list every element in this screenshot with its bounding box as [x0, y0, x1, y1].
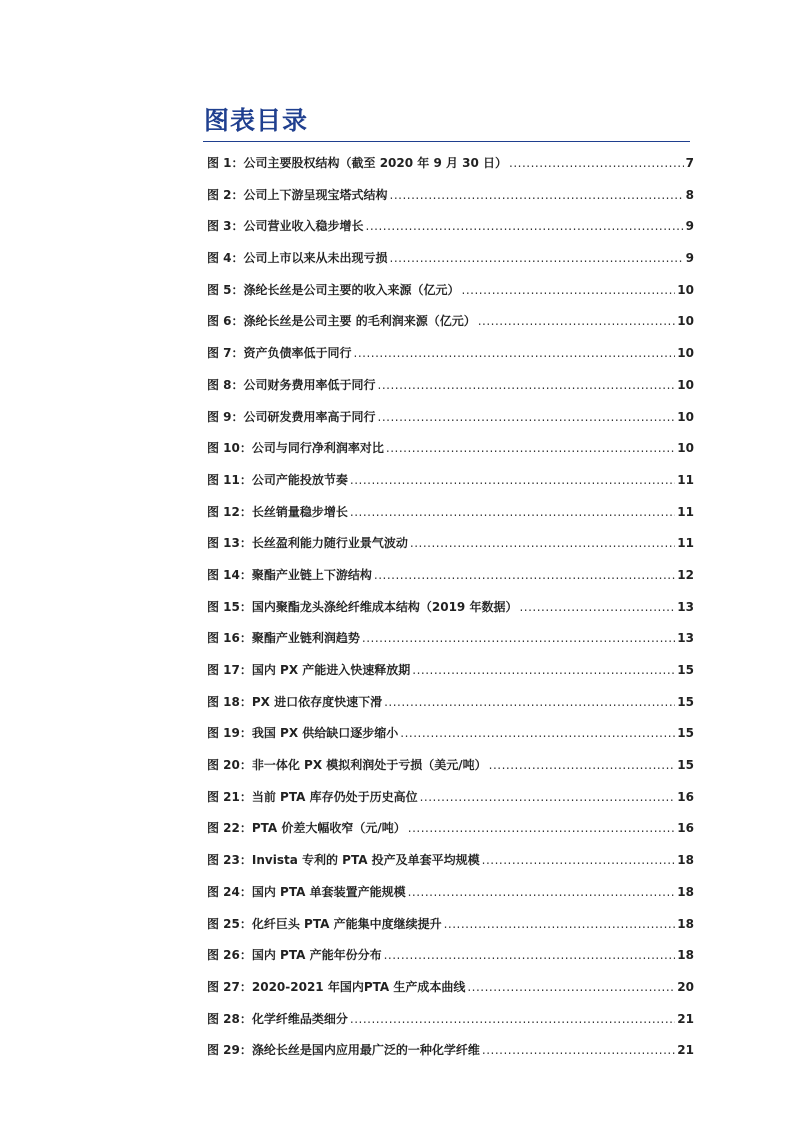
dot-leader [386, 436, 675, 460]
toc-entry-page-number: 11 [677, 472, 694, 487]
toc-entry[interactable] [207, 309, 694, 341]
dot-leader [384, 690, 675, 714]
toc-entry[interactable] [207, 880, 694, 912]
toc-entry[interactable] [207, 151, 694, 183]
toc-entry-label: 图 10：公司与同行净利润率对比 [207, 441, 384, 456]
toc-entry[interactable] [207, 848, 694, 880]
dot-leader [462, 278, 676, 302]
toc-entry-label: 图 18：PX 进口依存度快速下滑 [207, 694, 383, 709]
dot-leader [384, 943, 676, 967]
dot-leader [509, 151, 684, 175]
toc-entry[interactable] [207, 468, 694, 500]
toc-entry-page-number: 15 [677, 758, 694, 773]
toc-entry-label: 图 12：长丝销量稳步增长 [207, 504, 348, 519]
toc-entry[interactable] [207, 595, 694, 627]
toc-entry[interactable] [207, 943, 694, 975]
dot-leader [467, 975, 675, 999]
toc-entry-label: 图 21：当前 PTA 库存仍处于历史高位 [207, 789, 418, 804]
toc-entry-page-number: 10 [677, 409, 694, 424]
toc-entry[interactable] [207, 500, 694, 532]
toc-entry-page-number: 18 [677, 853, 694, 868]
toc-entry[interactable] [207, 405, 694, 437]
toc-entry-label: 图 27：2020-2021 年国内PTA 生产成本曲线 [207, 979, 466, 994]
toc-entry[interactable] [207, 183, 694, 215]
dot-leader [444, 912, 676, 936]
toc-entry-label: 图 8：公司财务费用率低于同行 [207, 377, 376, 392]
toc-entry-label: 图 5：涤纶长丝是公司主要的收入来源（亿元） [207, 282, 460, 297]
toc-entry-label: 图 28：化学纤维品类细分 [207, 1011, 348, 1026]
dot-leader [350, 500, 675, 524]
dot-leader [408, 816, 676, 840]
toc-entry[interactable] [207, 658, 694, 690]
toc-entry-label: 图 4：公司上市以来从未出现亏损 [207, 251, 388, 266]
toc-entry-page-number: 20 [677, 979, 694, 994]
toc-entry-page-number: 10 [677, 346, 694, 361]
toc-entry[interactable] [207, 1038, 694, 1070]
toc-entry[interactable] [207, 816, 694, 848]
toc-entry-label: 图 19：我国 PX 供给缺口逐步缩小 [207, 726, 399, 741]
toc-entry[interactable] [207, 278, 694, 310]
dot-leader [482, 1038, 675, 1062]
dot-leader [519, 595, 675, 619]
toc-entry-page-number: 18 [677, 916, 694, 931]
toc-entry[interactable] [207, 721, 694, 753]
toc-entry-page-number: 12 [677, 567, 694, 582]
toc-entry-page-number: 18 [677, 948, 694, 963]
dot-leader [350, 468, 675, 492]
dot-leader [400, 721, 675, 745]
toc-entry[interactable] [207, 785, 694, 817]
toc-entry-page-number: 16 [677, 821, 694, 836]
toc-entry-page-number: 16 [677, 789, 694, 804]
toc-entry-page-number: 15 [677, 694, 694, 709]
toc-entry[interactable] [207, 1007, 694, 1039]
dot-leader [350, 1007, 675, 1031]
toc-entry[interactable] [207, 531, 694, 563]
toc-entry-label: 图 24：国内 PTA 单套装置产能规模 [207, 884, 406, 899]
toc-entry[interactable] [207, 912, 694, 944]
toc-entry-page-number: 15 [677, 663, 694, 677]
toc-entry-label: 图 11：公司产能投放节奏 [207, 472, 348, 487]
toc-entry-label: 图 13：长丝盈利能力随行业景气波动 [207, 536, 408, 551]
dot-leader [366, 214, 684, 238]
toc-entry-page-number: 10 [677, 441, 694, 456]
toc-entry-label: 图 7：资产负债率低于同行 [207, 346, 352, 361]
toc-entry-label: 图 23：Invista 专利的 PTA 投产及单套平均规模 [207, 853, 480, 868]
toc-entry-label: 图 6：涤纶长丝是公司主要 的毛利润来源（亿元） [207, 314, 476, 329]
toc-entry-label: 图 9：公司研发费用率高于同行 [207, 409, 376, 424]
toc-entry[interactable] [207, 563, 694, 595]
toc-entry-label: 图 20：非一体化 PX 模拟利润处于亏损（美元/吨） [207, 758, 487, 773]
toc-entry-page-number: 11 [677, 536, 694, 551]
toc-entry[interactable] [207, 753, 694, 785]
title-divider [203, 141, 690, 142]
page-title: 图表目录 [204, 106, 309, 135]
dot-leader [378, 373, 676, 397]
toc-entry-page-number: 15 [677, 726, 694, 741]
toc-entry[interactable] [207, 246, 694, 278]
toc-entry-page-number: 13 [677, 631, 694, 646]
figure-list [207, 151, 694, 1070]
toc-entry[interactable] [207, 341, 694, 373]
dot-leader [362, 626, 675, 650]
toc-entry-page-number: 21 [677, 1011, 694, 1026]
toc-entry-page-number: 9 [685, 219, 694, 234]
toc-entry-label: 图 2：公司上下游呈现宝塔式结构 [207, 187, 388, 202]
toc-entry-label: 图 16：聚酯产业链利润趋势 [207, 631, 360, 646]
toc-entry[interactable] [207, 373, 694, 405]
dot-leader [390, 246, 684, 270]
dot-leader [478, 309, 676, 333]
toc-entry-label: 图 14：聚酯产业链上下游结构 [207, 567, 372, 582]
toc-entry-label: 图 25：化纤巨头 PTA 产能集中度继续提升 [207, 916, 442, 931]
toc-entry[interactable] [207, 690, 694, 722]
dot-leader [410, 531, 675, 555]
toc-entry-page-number: 11 [677, 504, 694, 519]
toc-entry-page-number: 8 [685, 187, 694, 202]
toc-entry-page-number: 7 [685, 156, 694, 170]
dot-leader [374, 563, 675, 587]
toc-entry-label: 图 15：国内聚酯龙头涤纶纤维成本结构（2019 年数据） [207, 599, 518, 614]
toc-entry-page-number: 10 [677, 282, 694, 297]
toc-entry-label: 图 17：国内 PX 产能进入快速释放期 [207, 663, 411, 677]
dot-leader [420, 785, 676, 809]
toc-entry-label: 图 26：国内 PTA 产能年份分布 [207, 948, 382, 963]
dot-leader [390, 183, 684, 207]
toc-entry-label: 图 22：PTA 价差大幅收窄（元/吨） [207, 821, 406, 836]
toc-entry-page-number: 18 [677, 884, 694, 899]
toc-entry-label: 图 1：公司主要股权结构（截至 2020 年 9 月 30 日） [207, 156, 508, 170]
toc-entry-page-number: 13 [677, 599, 694, 614]
dot-leader [482, 848, 676, 872]
toc-entry-page-number: 10 [677, 377, 694, 392]
toc-entry[interactable] [207, 975, 694, 1007]
toc-entry-label: 图 29：涤纶长丝是国内应用最广泛的一种化学纤维 [207, 1043, 480, 1058]
toc-entry[interactable] [207, 436, 694, 468]
toc-entry-page-number: 9 [685, 251, 694, 266]
dot-leader [412, 658, 675, 682]
dot-leader [489, 753, 676, 777]
toc-entry-label: 图 3：公司营业收入稳步增长 [207, 219, 364, 234]
toc-entry[interactable] [207, 214, 694, 246]
toc-entry-page-number: 10 [677, 314, 694, 329]
dot-leader [408, 880, 676, 904]
toc-entry-page-number: 21 [677, 1043, 694, 1058]
dot-leader [378, 405, 676, 429]
dot-leader [354, 341, 676, 365]
toc-entry[interactable] [207, 626, 694, 658]
